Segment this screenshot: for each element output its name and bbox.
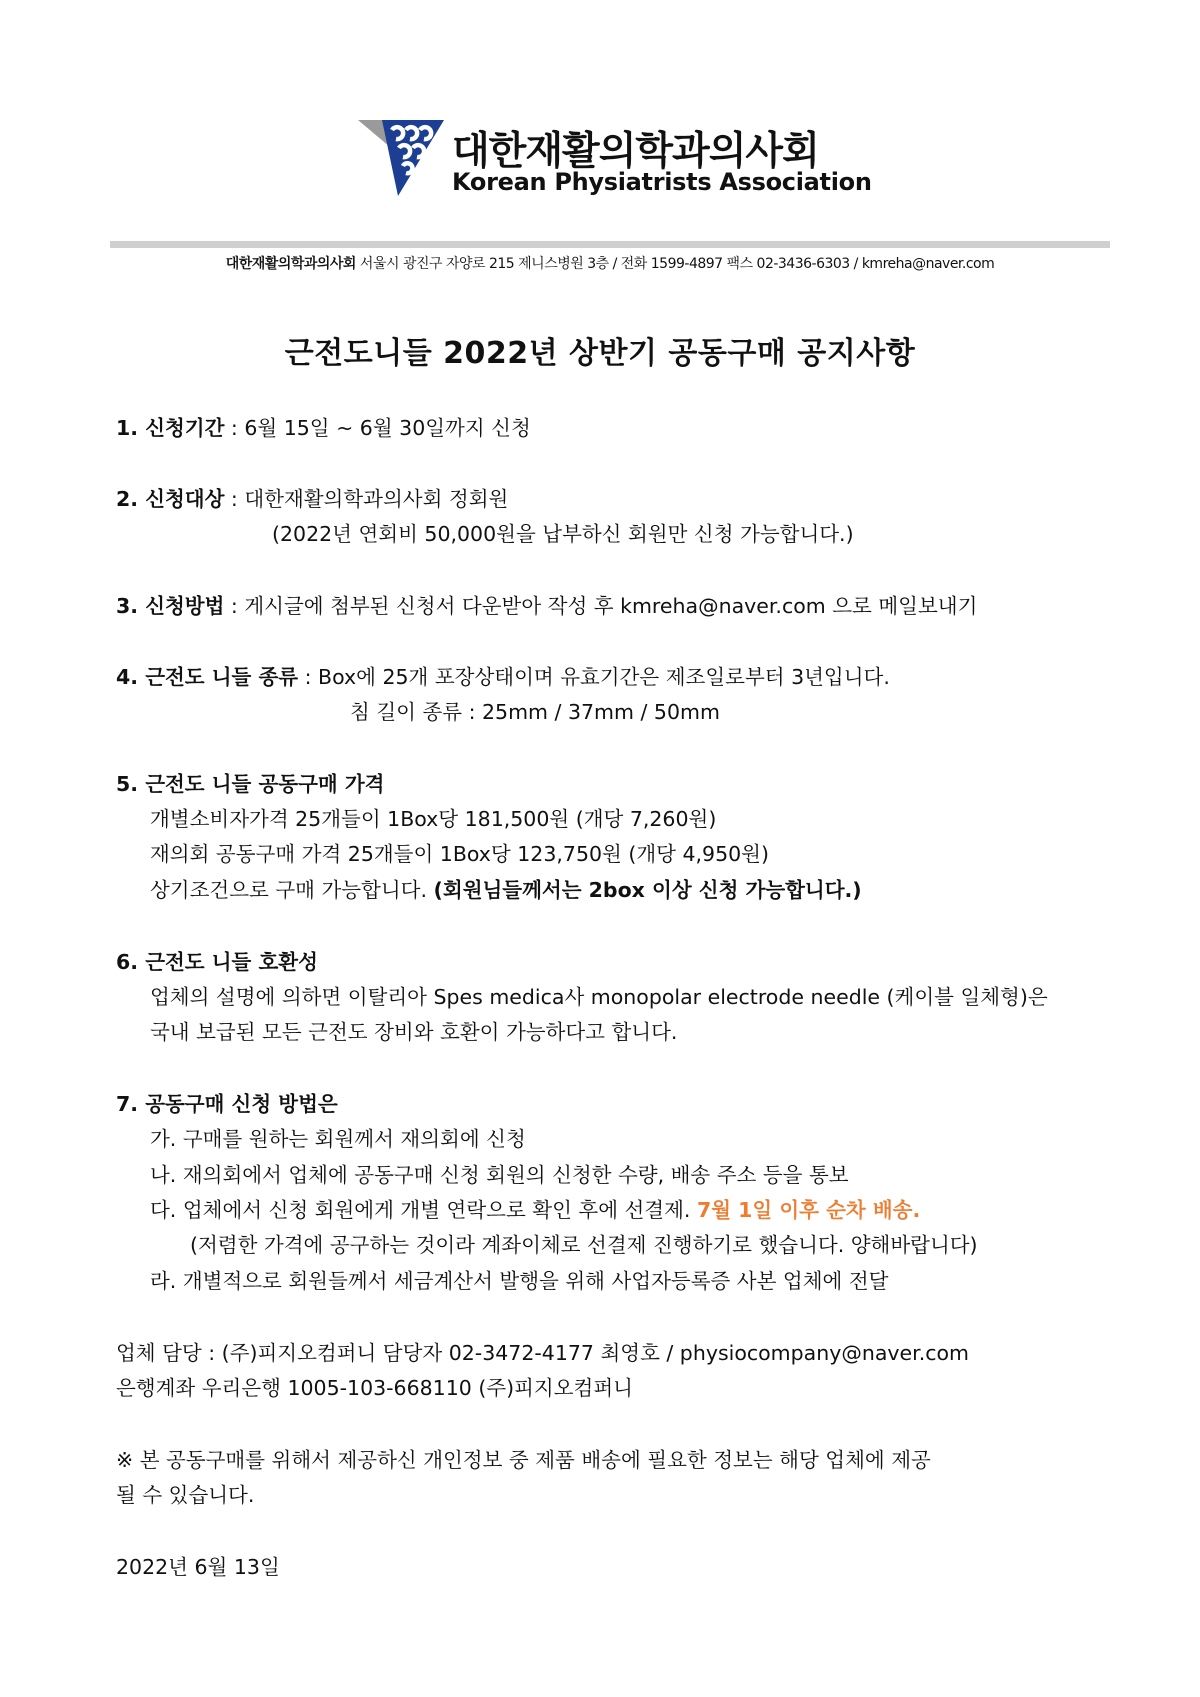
privacy-notice-line-2: 될 수 있습니다. bbox=[116, 1483, 255, 1507]
section-4-text: : Box에 25개 포장상태이며 유효기간은 제조일로부터 3년입니다. bbox=[298, 665, 890, 689]
section-2-sub: (2022년 연회비 50,000원을 납부하신 회원만 신청 가능합니다.) bbox=[272, 522, 854, 546]
section-6-line-2: 국내 보급된 모든 근전도 장비와 호환이 가능하다고 합니다. bbox=[150, 1020, 678, 1044]
section-6-line-1: 업체의 설명에 의하면 이탈리아 Spes medica사 monopolar electrode needle (케이블 일체형)은 bbox=[150, 985, 1048, 1009]
logo-korean-name: 대한재활의학과의사회 bbox=[452, 129, 819, 174]
section-3 bbox=[116, 592, 977, 620]
section-7-item-na: 나. 재의회에서 업체에 공동구매 신청 회원의 신청한 수량, 배송 주소 등을 통보 bbox=[150, 1163, 849, 1187]
section-7-item-ra: 라. 개별적으로 회원들께서 세금계산서 발행을 위해 사업자등록증 사본 업체에 전달 bbox=[150, 1269, 889, 1293]
section-3-text: : 게시글에 첨부된 신청서 다운받아 작성 후 kmreha@naver.com 으로 메일보내기 bbox=[224, 594, 978, 618]
logo-english-name: Korean Physiatrists Association bbox=[452, 168, 872, 196]
organization-logo bbox=[358, 118, 872, 198]
section-7-item-da-text: 다. 업체에서 신청 회원에게 개별 연락으로 확인 후에 선결제. bbox=[150, 1198, 697, 1222]
address-line bbox=[110, 253, 1110, 273]
section-4-label: 4. 근전도 니들 종류 bbox=[116, 665, 299, 689]
section-2 bbox=[116, 485, 508, 513]
section-2-label: 2. 신청대상 bbox=[116, 487, 225, 511]
section-5-line-3-bold: (회원님들께서는 2box 이상 신청 가능합니다.) bbox=[433, 878, 862, 902]
section-3-label: 3. 신청방법 bbox=[116, 594, 225, 618]
section-5-line-3-text: 상기조건으로 구매 가능합니다. bbox=[150, 878, 434, 902]
section-7-item-da bbox=[150, 1196, 920, 1224]
vendor-bank-account: 은행계좌 우리은행 1005-103-668110 (주)피지오컴퍼니 bbox=[116, 1376, 633, 1400]
section-1-label: 1. 신청기간 bbox=[116, 416, 225, 440]
section-5-label: 5. 근전도 니들 공동구매 가격 bbox=[116, 772, 385, 796]
page-title: 근전도니들 2022년 상반기 공동구매 공지사항 bbox=[284, 336, 916, 371]
section-4 bbox=[116, 663, 890, 691]
section-4-sub: 침 길이 종류 : 25mm / 37mm / 50mm bbox=[350, 700, 720, 724]
section-7-item-da-sub: (저렴한 가격에 공구하는 것이라 계좌이체로 선결제 진행하기로 했습니다. 양해바랍니다) bbox=[190, 1233, 978, 1257]
section-5-line-1: 개별소비자가격 25개들이 1Box당 181,500원 (개당 7,260원) bbox=[150, 807, 717, 831]
section-6-label: 6. 근전도 니들 호환성 bbox=[116, 950, 318, 974]
document-date: 2022년 6월 13일 bbox=[116, 1555, 280, 1579]
section-1 bbox=[116, 414, 531, 442]
logo-mark-icon bbox=[358, 118, 444, 198]
section-5-line-2: 재의회 공동구매 가격 25개들이 1Box당 123,750원 (개당 4,950원) bbox=[150, 842, 769, 866]
header-divider bbox=[110, 241, 1110, 248]
vendor-contact: 업체 담당 : (주)피지오컴퍼니 담당자 02-3472-4177 최영호 / physiocompany@naver.com bbox=[116, 1341, 969, 1365]
section-2-text: : 대한재활의학과의사회 정회원 bbox=[224, 487, 509, 511]
section-5-line-3 bbox=[150, 876, 862, 904]
section-7-label: 7. 공동구매 신청 방법은 bbox=[116, 1092, 338, 1116]
section-7-item-da-highlight: 7월 1일 이후 순차 배송. bbox=[696, 1198, 921, 1222]
privacy-notice-line-1: ※ 본 공동구매를 위해서 제공하신 개인정보 중 제품 배송에 필요한 정보는 해당 업체에 제공 bbox=[116, 1448, 931, 1472]
address-org: 대한재활의학과의사회 bbox=[225, 256, 356, 272]
section-7-item-ga: 가. 구매를 원하는 회원께서 재의회에 신청 bbox=[150, 1127, 526, 1151]
section-1-text: : 6월 15일 ~ 6월 30일까지 신청 bbox=[224, 416, 531, 440]
address-details: 서울시 광진구 자양로 215 제니스병원 3층 / 전화 1599-4897 팩스 02-3436-6303 / kmreha@naver.com bbox=[359, 256, 995, 272]
